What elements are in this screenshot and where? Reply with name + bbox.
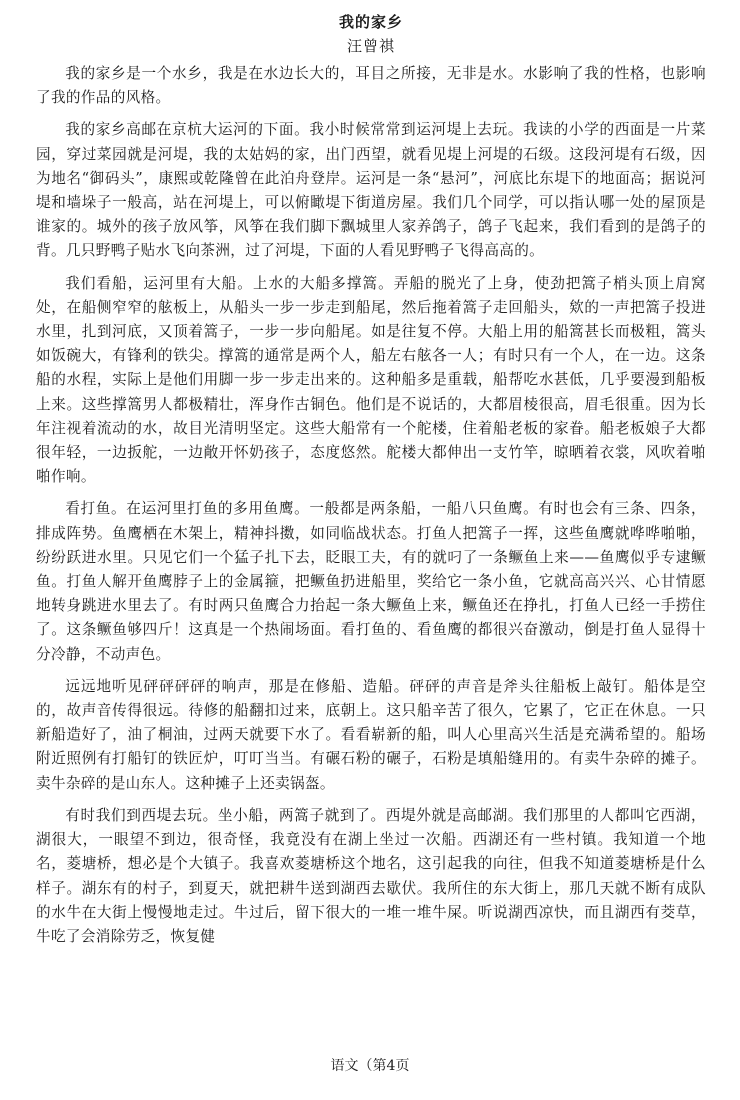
paragraph-3: 我们看船，运河里有大船。上水的大船多撑篙。弄船的脱光了上身，使劲把篙子梢头顶上肩窝处，在船侧窄窄的舷板上，从船头一步一步走到船尾，然后拖着篙子走回船头，欸的一声把篙子投进水里，扎到河底，又顶着篙子，一步一步向船尾。如是往复不停。大船上用的船篙甚长而极粗，篙头如饭碗大，有锋利的铁尖。撑篙的通常是两个人，船左右舷各一人；有时只有一个人，在一边。这条船的水程，实际上是他们用脚一步一步走出来的。这种船多是重载，船帮吃水甚低，几乎要漫到船板上来。这些撑篙男人都极精壮，浑身作古铜色。他们是不说话的，大都眉棱很高，眉毛很重。因为长年注视着流动的水，故目光清明坚定。这些大船常有一个舵楼，住着船老板的家眷。船老板娘子大都很年轻，一边扳舵，一边敞开怀奶孩子，态度悠然。舵楼大都伸出一支竹竿，晾晒着衣裳，风吹着啪啪作响。 xyxy=(36,274,706,486)
paragraph-5: 远远地听见砰砰砰砰的响声，那是在修船、造船。砰砰的声音是斧头往船板上敲钉。船体是空的，故声音传得很远。待修的船翻扣过来，底朝上。这只船辛苦了很久，它累了，它正在休息。一只新船造好了，油了桐油，过两天就要下水了。看看崭新的船，叫人心里高兴生活是充满希望的。船场附近照例有打船钉的铁匠炉，叮叮当当。有碾石粉的碾子，石粉是填船缝用的。有卖牛杂碎的摊子。卖牛杂碎的是山东人。这种摊子上还卖锅盔。 xyxy=(36,677,706,792)
page-footer: 语文（第4页 xyxy=(330,1058,410,1074)
paragraph-6: 有时我们到西堤去玩。坐小船，两篙子就到了。西堤外就是高邮湖。我们那里的人都叫它西湖，湖很大，一眼望不到边，很奇怪，我竟没有在湖上坐过一次船。西湖还有一些村镇。我知道一个地名，菱塘桥，想必是个大镇子。我喜欢菱塘桥这个地名，这引起我的向往，但我不知道菱塘桥是什么样子。湖东有的村子，到夏天，就把耕牛送到湖西去歇伏。我所住的东大街上，那几天就不断有成队的水牛在大街上慢慢地走过。牛过后，留下很大的一堆一堆牛屎。听说湖西凉快，而且湖西有茭草，牛吃了会消除劳乏，恢复健 xyxy=(36,806,706,945)
paragraph-4: 看打鱼。在运河里打鱼的多用鱼鹰。一般都是两条船，一船八只鱼鹰。有时也会有三条、四条，排成阵势。鱼鹰栖在木架上，精神抖擞，如同临战状态。打鱼人把篙子一挥，这些鱼鹰就哗哗啪啪，纷纷跃进水里。只见它们一个猛子扎下去，眨眼工夫，有的就叼了一条鳜鱼上来——鱼鹰似乎专逮鳜鱼。打鱼人解开鱼鹰脖子上的金属箍，把鳜鱼扔进船里，奖给它一条小鱼，它就高高兴兴、心甘情愿地转身跳进水里去了。有时两只鱼鹰合力抬起一条大鳜鱼上来，鳜鱼还在挣扎，打鱼人已经一手捞住了。这条鳜鱼够四斤！这真是一个热闹场面。看打鱼的、看鱼鹰的都很兴奋激动，倒是打鱼人显得十分冷静，不动声色。 xyxy=(36,500,706,663)
article-title: 我的家乡 xyxy=(338,13,403,31)
article-author: 汪曾祺 xyxy=(346,37,395,55)
paragraph-1: 我的家乡是一个水乡，我是在水边长大的，耳目之所接，无非是水。水影响了我的性格，也影响了我的作品的风格。 xyxy=(36,65,706,107)
paragraph-2: 我的家乡高邮在京杭大运河的下面。我小时候常常到运河堤上去玩。我读的小学的西面是一片菜园，穿过菜园就是河堤，我的太姑妈的家，出门西望，就看见堤上河堤的石级。这段河堤有石级，因为地名“御码头”，康熙或乾隆曾在此泊舟登岸。运河是一条“悬河”，河底比东堤下的地面高；据说河堤和墙垛子一般高，站在河堤上，可以俯瞰堤下街道房屋。我们几个同学，可以指认哪一处的屋顶是谁家的。城外的孩子放风筝，风筝在我们脚下飘城里人家养鸽子，鸽子飞起来，我们看到的是鸽子的背。几只野鸭子贴水飞向茶洲，过了河堤，下面的人看见野鸭子飞得高高的。 xyxy=(36,121,706,260)
